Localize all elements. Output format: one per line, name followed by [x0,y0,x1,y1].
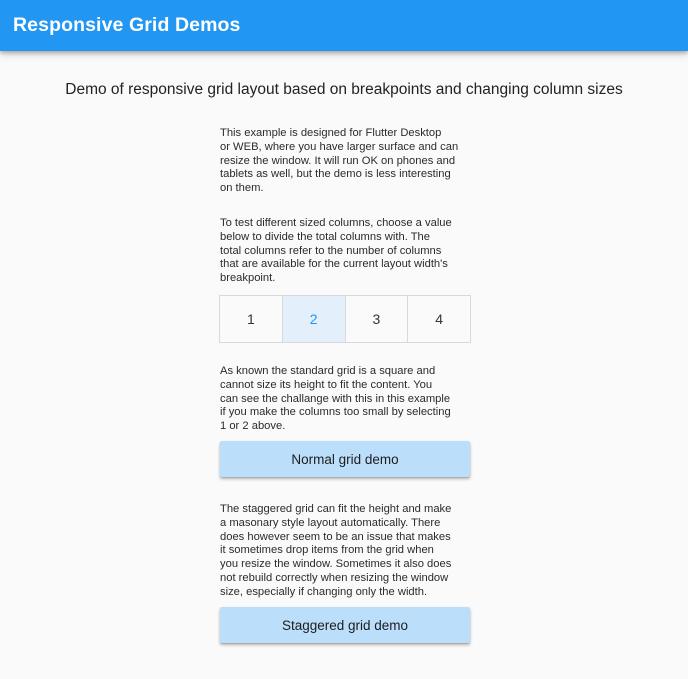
column-divider-option-3[interactable]: 3 [346,296,409,342]
column-divider-option-1[interactable]: 1 [220,296,283,342]
normal-grid-text: As known the standard grid is a square and cannot size its height to fit the content. You can see the challange with this in this example if you make the columns too small by selecting 1 or 2 above. [220,365,451,433]
intro-text: This example is designed for Flutter Desktop or WEB, where you have larger surface and can resize the window. It will run OK on phones and tablets as well, but the demo is less interesting on them. [220,127,459,195]
page-heading: Demo of responsive grid layout based on breakpoints and changing column sizes [65,81,623,98]
staggered-grid-text: The staggered grid can fit the height and make a masonary style layout automatically. There does however seem to be an issue that makes it sometimes drop items from the grid when you resize the window. Sometimes it also does not rebuild correctly when resizing the window size, especially if changing only the width. [220,503,452,598]
column-divider-option-2[interactable]: 2 [283,296,346,342]
normal-grid-demo-button[interactable]: Normal grid demo [220,441,470,477]
columns-explanation-text: To test different sized columns, choose a value below to divide the total columns with. The total columns refer to the number of columns that are available for the current layout width's breakpoint. [220,217,452,285]
app-title: Responsive Grid Demos [13,14,241,36]
app-bar [0,0,688,51]
column-divider-toggle-group [219,295,471,343]
staggered-grid-demo-button[interactable]: Staggered grid demo [220,607,470,643]
column-divider-option-4[interactable]: 4 [435,311,444,327]
